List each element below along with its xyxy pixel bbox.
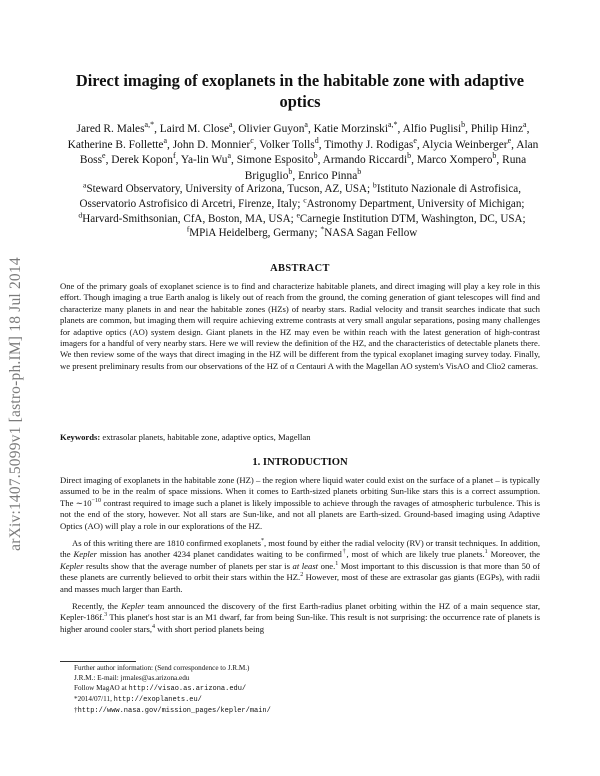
- arxiv-stamp: arXiv:1407.5099v1 [astro-ph.IM] 18 Jul 2014: [7, 257, 24, 551]
- footnote-author-info: Further author information: (Send correspondence to J.R.M.): [74, 664, 250, 672]
- keywords-text: extrasolar planets, habitable zone, adaptive optics, Magellan: [102, 432, 311, 442]
- intro-paragraph-3: Recently, the Kepler team announced the discovery of the first Earth-radius planet orbiting within the HZ of a main sequence star, Kepler-186f.$^3$ This planet's host star is an M1 dwarf, far from being Sun-like. This result is not surprising: the occurrence rate of planets is higher around cooler stars,$^4$ with short period planets being: [60, 601, 540, 634]
- author-list: Jared R. Males$^{a,*}$, Laird M. Close$^a$, Olivier Guyon$^a$, Katie Morzinski$^{a,*}$, Alfio Puglisi$^b$, Philip Hinz$^a$, Katherine B. Follette$^a$, John D. Monnier$^c$, Volker Tolls$^d$, Timothy J. Rodigas$^e$, Alycia Weinberger$^e$, Alan Boss$^e$, Derek Kopon$^f$, Ya-lin Wu$^a$, Simone Esposito$^b$, Armando Riccardi$^b$, Marco Xompero$^b$, Runa Briguglio$^b$, Enrico Pinna$^b$: [67, 120, 539, 182]
- intro-body: [60, 475, 540, 641]
- kepler-link[interactable]: http://www.nasa.gov/mission_pages/kepler/main/: [77, 707, 271, 715]
- abstract-body: One of the primary goals of exoplanet science is to find and characterize habitable planets, and direct imaging will play a key role in this effort. Though imaging a true Earth analog is likely out of reach from the ground, the coming generation of giant telescopes will find and characterize many planets in and near the habitable zones (HZs) of nearby stars. Radial velocity and transit searches indicate that such planets are common, but imaging them will require achieving extreme contrasts at very small angular separations, posing many challenges for adaptive optics (AO) system design. Giant planets in the HZ may even be within reach with the latest generation of high-contrast imagers for a handful of very nearby stars. Here we will review the definition of the HZ, and the characteristics of detectable planets there. We then review some of the ways that direct imaging in the HZ will be different from the typical exoplanet imaging survey today. Finally, we present preliminary results from our observations of the HZ of α Centauri A with the Magellan AO system's VisAO and Clio2 cameras.: [60, 281, 540, 371]
- footnote-kepler: †http://www.nasa.gov/mission_pages/kepler/main/: [74, 706, 271, 715]
- abstract-heading: ABSTRACT: [270, 263, 330, 274]
- exoplanets-link[interactable]: http://exoplanets.eu/: [113, 696, 202, 704]
- section-heading: 1. INTRODUCTION: [252, 457, 348, 468]
- intro-paragraph-1: Direct imaging of exoplanets in the habitable zone (HZ) – the region where liquid water could exist on the surface of a planet – is typically assumed to be in the realm of space missions. When it comes to Earth-sized planets orbiting Sun-like stars this is a correct assumption. The $\sim 10^{-10}$ contrast required to image such a planet is likely impossible to achieve through the ravages of atmospheric turbulence. This is not the end of the story, however. Not all stars are Sun-like, and not all planets are Earth-sized. Ground-based imaging using Adaptive Optics (AO) will play a role in our explorations of the HZ.: [60, 475, 540, 531]
- footnote-exoplanets: *2014/07/11, http://exoplanets.eu/: [74, 695, 202, 704]
- keywords-label: Keywords:: [60, 432, 101, 442]
- paper-title: Direct imaging of exoplanets in the habitable zone with adaptive optics: [75, 71, 525, 111]
- intro-paragraph-2: As of this writing there are 1810 confirmed exoplanets*, most found by either the radial velocity (RV) or transit techniques. In addition, the Kepler mission has another 4234 planet candidates waiting to be confirmed†, most of which are likely true planets.$^1$ Moreover, the Kepler results show that the average number of planets per star is at least one.$^1$ Most important to this discussion is that more than 50 of these planets are currently believed to orbit their stars within the HZ.$^2$ However, most of these are extrasolar gas giants (EGPs), with radii and masses much larger than Earth.: [60, 538, 540, 594]
- footnote-magao: Follow MagAO at http://visao.as.arizona.edu/: [74, 684, 247, 693]
- magao-link[interactable]: http://visao.as.arizona.edu/: [128, 685, 247, 693]
- footnote-rule: [60, 661, 136, 662]
- affiliations: $^a$Steward Observatory, University of Arizona, Tucson, AZ, USA; $^b$Istituto Nazionale di Astrofisica, Osservatorio Astrofisico di Arcetri, Firenze, Italy; $^c$Astronomy Department, University of Michigan; $^d$Harvard-Smithsonian, CfA, Boston, MA, USA; $^e$Carnegie Institution DTM, Washington, DC, USA; $^f$MPiA Heidelberg, Germany; *NASA Sagan Fellow: [78, 180, 526, 240]
- footnotes: [74, 663, 540, 716]
- footnote-email: J.R.M.: E-mail: jrmales@as.arizona.edu: [74, 674, 190, 682]
- keywords-line: [60, 432, 540, 442]
